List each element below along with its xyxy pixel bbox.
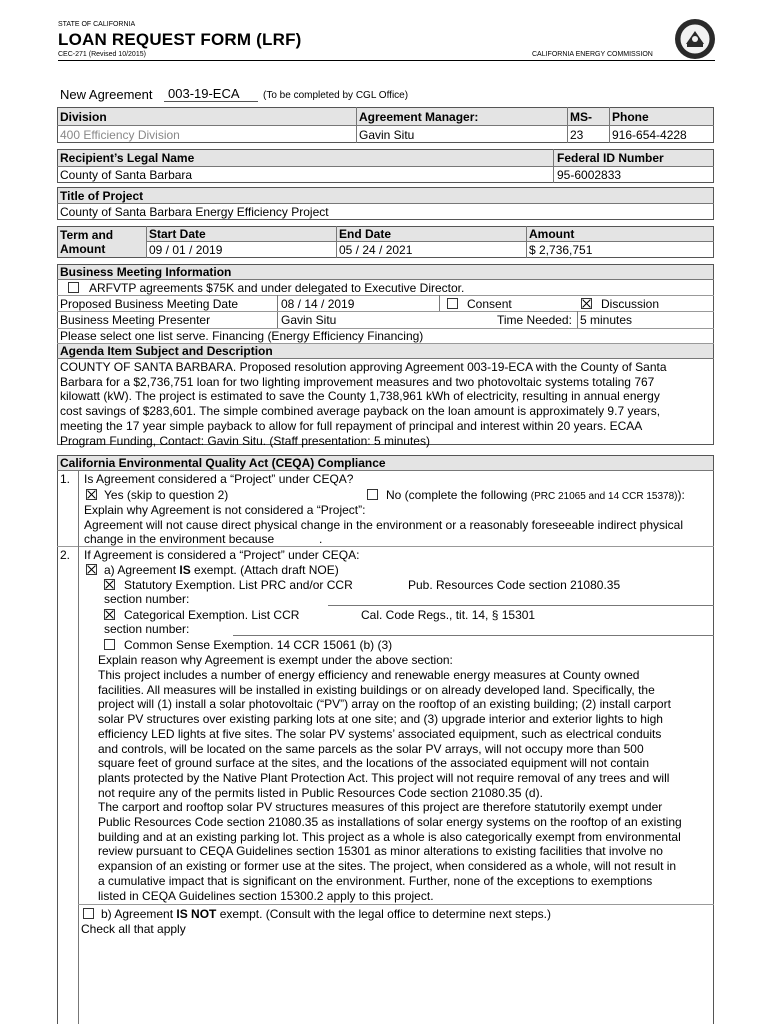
- check-all-label: Check all that apply: [81, 922, 186, 936]
- q2-text: If Agreement is considered a “Project” under CEQA:: [84, 548, 360, 562]
- presenter-label: Business Meeting Presenter: [60, 313, 211, 327]
- business-meeting-header: Business Meeting Information: [60, 265, 232, 279]
- categorical-exemption-label: Categorical Exemption. List CCR: [124, 608, 300, 622]
- division-header: Division: [60, 110, 107, 124]
- new-agreement-label: New Agreement: [60, 87, 153, 102]
- proposed-date-value[interactable]: 08 / 14 / 2019: [281, 297, 355, 311]
- is-exempt-checkbox[interactable]: [86, 564, 97, 575]
- energy-commission-seal: [674, 18, 716, 60]
- consent-checkbox[interactable]: [447, 298, 458, 309]
- end-date-header: End Date: [339, 227, 392, 241]
- end-date-value[interactable]: 05 / 24 / 2021: [339, 243, 413, 257]
- list-serve-label[interactable]: Please select one list serve. Financing (Energy Efficiency Financing): [60, 329, 424, 343]
- statutory-exemption-label: Statutory Exemption. List PRC and/or CCR: [124, 578, 353, 592]
- exempt-reason-text[interactable]: This project includes a number of energy efficiency and renewable energy measures at County owned facilities. All measures will be installed in existing buildings or on already developed land. Specifically, the project will (1) install a solar photovoltaic (“PV”) array on the rooftop of an existing building; (2) install carport solar PV structures over existing parking lots at one site; and (3) upgrade interior and exterior lights to high efficiency LED lights at five sites. The solar PV systems’ associated equipment, such as electrical conduits and controls, will be located on the same parcels as the solar PV arrays, will not occupy more than 500 square feet of ground surface at the sites, and the locations of the associated equipment will not contain plants protected by the Native Plant Protection Act. This project will not require removal of any trees and will not require any of the permits listed in Public Resources Code section 21080.35 (d). The carport and rooftop solar PV structures measures of this project are therefore statutorily exempt under Public Resources Code section 21080.35 as installations of solar energy systems on the rooftop of an existing building and at an existing parking lot. This project as a whole is also categorically exempt from environmental review pursuant to CEQA Guidelines section 15301 as minor alterations to existing facilities that involve no expansion of an existing or former use at the sites. The project, when considered as a whole, will not result in a cumulative impact that is significant on the environment. Further, none of the exceptions to exemptions listed in CEQA Guidelines section 15300.2 apply to this project.: [98, 668, 682, 903]
- term-header: Term and: [60, 228, 114, 242]
- ms-header: MS-: [570, 110, 592, 124]
- discussion-label: Discussion: [601, 297, 660, 311]
- explain-not-project-line2[interactable]: change in the environment because: [84, 532, 275, 546]
- is-exempt-label: a) Agreement IS exempt. (Attach draft NOE): [104, 563, 339, 577]
- agenda-description[interactable]: COUNTY OF SANTA BARBARA. Proposed resolution approving Agreement 003-19-ECA with the County of Santa Barbara for a $2,736,751 loan for two lighting improvement measures and two photovoltaic systems totaling 767 kilowatt (kW). The project is estimated to save the County 1,738,961 kWh of electricity, resulting in annual energy cost savings of $283,601. The simple combined average payback on the loan amount is approximately 9.7 years, meeting the 17 year simple payback to allow for full repayment of principal and interest within 20 years. ECAA Program Funding, Contact: Gavin Situ. (Staff presentation: 5 minutes): [60, 360, 667, 448]
- project-title-header: Title of Project: [60, 189, 144, 203]
- agenda-header: Agenda Item Subject and Description: [60, 344, 273, 358]
- division-value[interactable]: 400 Efficiency Division: [60, 128, 180, 142]
- recipient-header: Recipient’s Legal Name: [60, 151, 195, 165]
- project-title-value[interactable]: County of Santa Barbara Energy Efficiency Project: [60, 205, 329, 219]
- form-title: LOAN REQUEST FORM (LRF): [58, 30, 302, 49]
- ms-value[interactable]: 23: [570, 128, 584, 142]
- presenter-value[interactable]: Gavin Situ: [281, 313, 337, 327]
- arfvtp-label: ARFVTP agreements $75K and under delegated to Executive Director.: [89, 281, 465, 295]
- start-date-header: Start Date: [149, 227, 206, 241]
- term-amount-header: Amount: [60, 242, 106, 256]
- categorical-exemption-value[interactable]: Cal. Code Regs., tit. 14, § 15301: [361, 608, 536, 622]
- q1-yes-label: Yes (skip to question 2): [104, 488, 229, 502]
- federal-id-value[interactable]: 95-6002833: [557, 168, 622, 182]
- time-needed-value[interactable]: 5 minutes: [580, 313, 633, 327]
- recipient-value[interactable]: County of Santa Barbara: [60, 168, 193, 182]
- cgl-note: (To be completed by CGL Office): [263, 90, 409, 101]
- common-sense-exemption-label: Common Sense Exemption. 14 CCR 15061 (b) (3): [124, 638, 393, 652]
- form-id: CEC-271 (Revised 10/2015): [58, 51, 146, 58]
- proposed-date-label: Proposed Business Meeting Date: [60, 297, 239, 311]
- amount-value[interactable]: $ 2,736,751: [529, 243, 593, 257]
- discussion-checkbox[interactable]: [581, 298, 592, 309]
- agreement-manager-header: Agreement Manager:: [359, 110, 479, 124]
- ceqa-header: California Environmental Quality Act (CEQA) Compliance: [60, 456, 386, 470]
- statutory-exemption-checkbox[interactable]: [104, 579, 115, 590]
- explain-not-project-period: .: [319, 532, 323, 546]
- is-not-exempt-label: b) Agreement IS NOT exempt. (Consult with the legal office to determine next steps.): [101, 907, 552, 921]
- agreement-manager-value[interactable]: Gavin Situ: [359, 128, 415, 142]
- categorical-section-number-label: section number:: [104, 622, 190, 636]
- arfvtp-checkbox[interactable]: [68, 282, 79, 293]
- state-label: STATE OF CALIFORNIA: [58, 21, 136, 28]
- categorical-exemption-checkbox[interactable]: [104, 609, 115, 620]
- start-date-value[interactable]: 09 / 01 / 2019: [149, 243, 223, 257]
- explain-not-project-label: Explain why Agreement is not considered a “Project”:: [84, 503, 366, 517]
- agency-name: CALIFORNIA ENERGY COMMISSION: [532, 51, 653, 58]
- phone-value[interactable]: 916-654-4228: [612, 128, 687, 142]
- q1-no-label: No (complete the following (PRC 21065 and 14 CCR 15378)):: [386, 488, 685, 502]
- amount-header: Amount: [529, 227, 575, 241]
- time-needed-label: Time Needed:: [497, 313, 572, 327]
- q1-yes-checkbox[interactable]: [86, 489, 97, 500]
- federal-id-header: Federal ID Number: [557, 151, 664, 165]
- agreement-number[interactable]: 003-19-ECA: [168, 86, 240, 101]
- statutory-section-number-label: section number:: [104, 592, 190, 606]
- statutory-exemption-value[interactable]: Pub. Resources Code section 21080.35: [408, 578, 621, 592]
- q1-no-checkbox[interactable]: [367, 489, 378, 500]
- q2-number: 2.: [60, 548, 71, 562]
- phone-header: Phone: [612, 110, 649, 124]
- explain-not-project-line1[interactable]: Agreement will not cause direct physical change in the environment or a reasonably foreseeable indirect physical: [84, 518, 683, 532]
- exempt-reason-label: Explain reason why Agreement is exempt under the above section:: [98, 653, 453, 667]
- common-sense-exemption-checkbox[interactable]: [104, 639, 115, 650]
- consent-label: Consent: [467, 297, 512, 311]
- is-not-exempt-checkbox[interactable]: [83, 908, 94, 919]
- q1-number: 1.: [60, 472, 71, 486]
- q1-text: Is Agreement considered a “Project” under CEQA?: [84, 472, 354, 486]
